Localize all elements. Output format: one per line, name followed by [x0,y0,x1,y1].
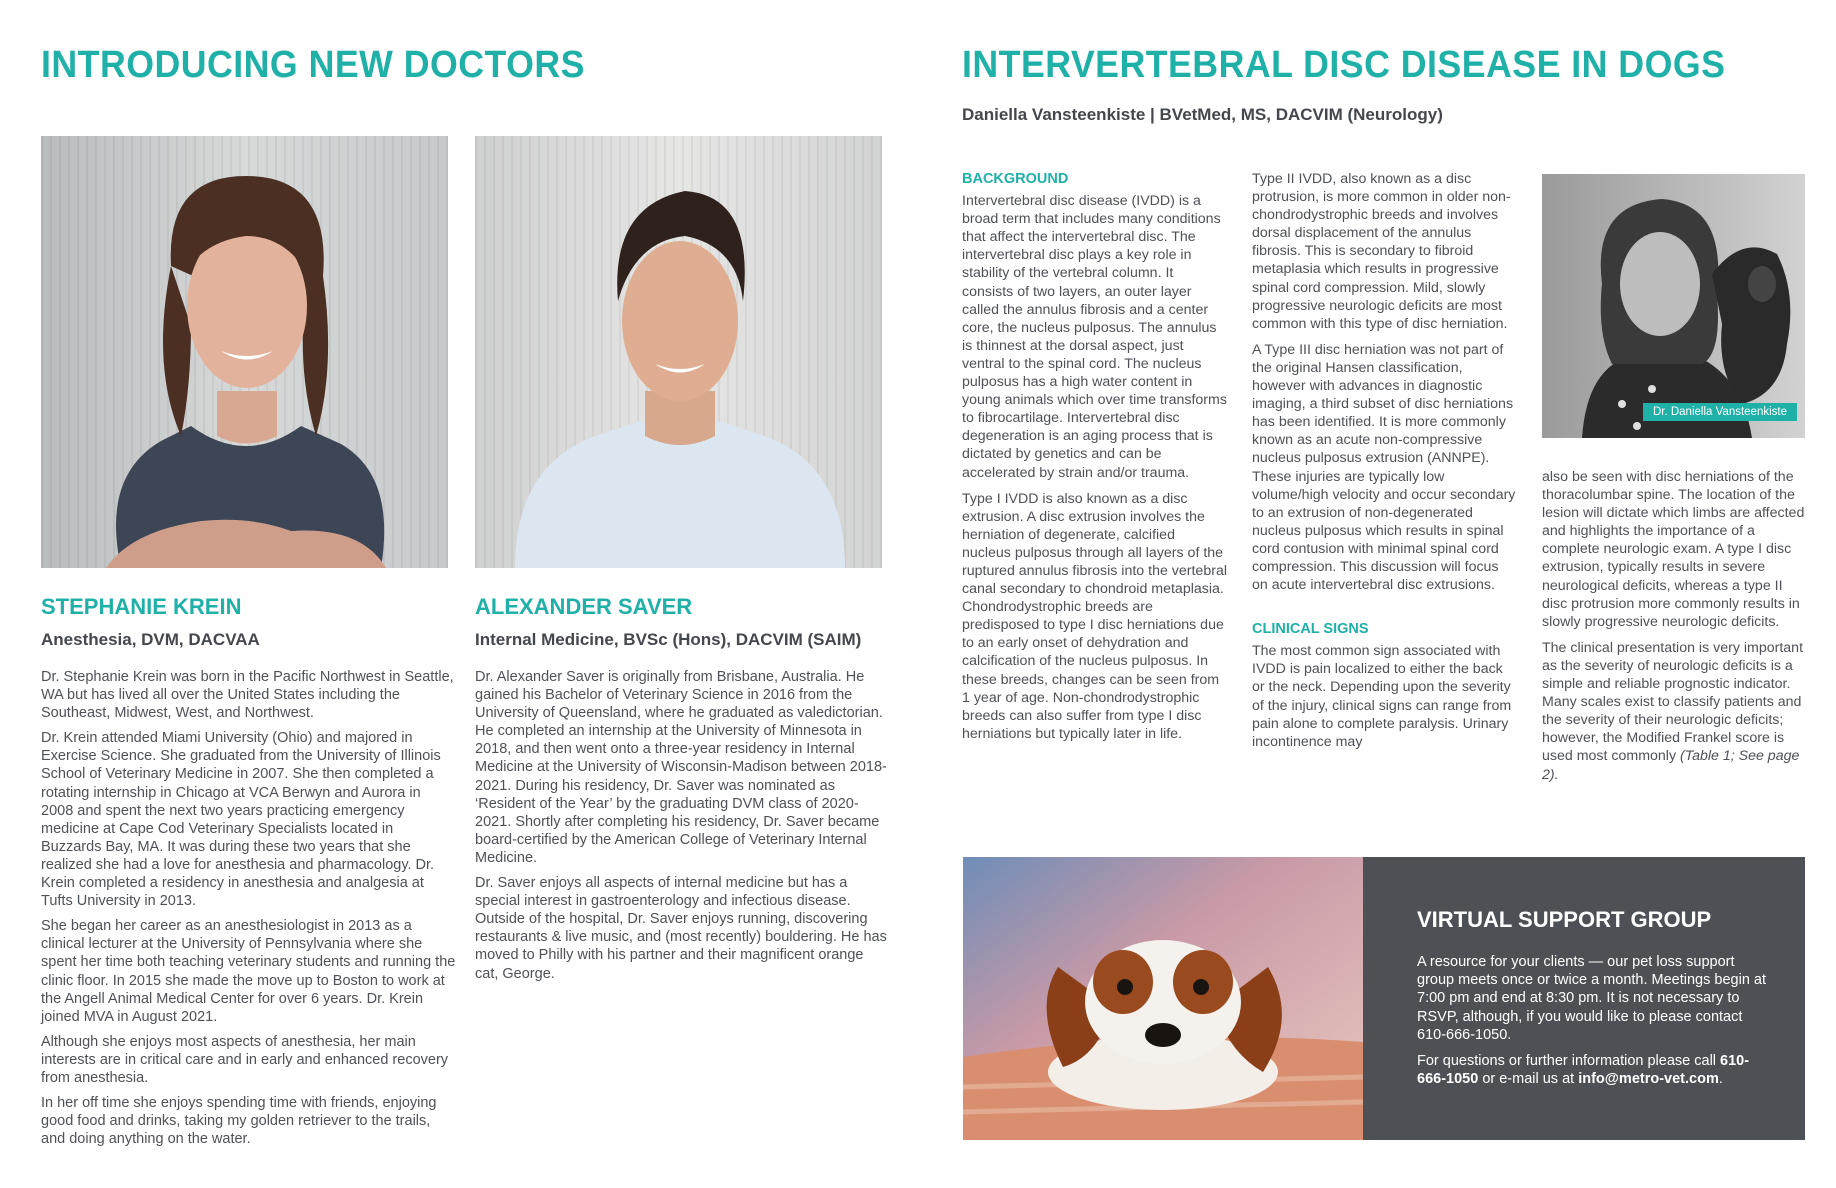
doctor-krein-bio-paragraph: Dr. Stephanie Krein was born in the Pacific Northwest in Seattle, WA but has lived all over the United States including the Southeast, Midwest, West, and Northwest. [41,669,454,722]
doctor-saver-section [475,594,890,990]
support-group-box [1363,857,1805,1140]
left-page-heading: INTRODUCING NEW DOCTORS [41,44,585,86]
author-photo [1542,174,1805,438]
support-group-description: A resource for your clients — our pet loss support group meets once or twice a month. Meetings begin at 7:00 pm and end at 8:30 pm. It is not necessary to RSVP, although, if you would like to please contact 610-666-1050. [1417,954,1766,1043]
article-paragraph: also be seen with disc herniations of the thoracolumbar spine. The location of the lesion will dictate which limbs are affected and highlights the importance of a complete neurologic exam. A type I disc extrusion, typically results in severe neurological deficits, whereas a type II disc protrusion more commonly results in slowly progressive neurologic deficits. [1542,469,1805,630]
background-heading: BACKGROUND [962,171,1069,187]
doctor-krein-bio-paragraph: She began her career as an anesthesiologist in 2013 as a clinical lecturer at the University of Pennsylvania where she spent her time both teaching veterinary students and running the clinic floor. In 2015 she made the move up to Boston to work at the Angell Animal Medical Center for over 6 years. Dr. Krein joined MVA in August 2021. [41,918,456,1025]
stephanie-krein-photo [41,136,448,568]
support-email-link[interactable]: info@metro-vet.com [1578,1071,1719,1088]
doctor-saver-bio-paragraph: Dr. Alexander Saver is originally from Brisbane, Australia. He gained his Bachelor of Veterinary Science in 2016 from the University of Queensland, where he graduated as valedictorian. He completed an internship at the University of Minnesota in 2018, and then went onto a three-year residency in Internal Medicine at the University of Wisconsin-Madison between 2018-2021. During his residency, Dr. Saver was nominated as ‘Resident of the Year’ by the graduating DVM class of 2020-2021. Shortly after completing his residency, Dr. Saver became board-certified by the American College of Veterinary Internal Medicine. [475,669,887,866]
doctor-krein-name: STEPHANIE KREIN [41,594,242,619]
author-photo-caption: Dr. Daniella Vansteenkiste [1643,403,1797,421]
article-paragraph-final [1542,639,1808,784]
right-page-heading-wrap [962,44,1774,87]
article-paragraph: The most common sign associated with IVDD is pain localized to either the back or the neck. Depending upon the severity of the injury, clinical signs can range from pain alone to complete paralysis. Urinary incontinence may [1252,643,1512,750]
article-column-2 [1252,170,1517,759]
doctor-saver-name: ALEXANDER SAVER [475,594,693,619]
support-group-contact [1417,1052,1767,1088]
puppy-photo [963,857,1363,1140]
support-contact-prefix: For questions or further information please call [1417,1053,1717,1070]
article-column-1 [962,170,1227,751]
doctor-krein-section [41,594,456,1155]
article-paragraph-final-text: The clinical presentation is very important as the severity of neurologic deficits is a simple and reliable prognostic indicator. Many scales exist to classify patients and the severity of their neurologic deficits; however, the Modified Frankel score is used most commonly [1542,639,1804,765]
table-reference: (Table 1; See page 2). [1542,748,1800,783]
right-page-heading: INTERVERTEBRAL DISC DISEASE IN DOGS [962,44,1726,86]
doctor-saver-credentials: Internal Medicine, BVSc (Hons), DACVIM (SAIM) [475,630,862,649]
article-paragraph: Type I IVDD is also known as a disc extrusion. A disc extrusion involves the herniation of degenerate, calcified nucleus pulposus through all layers of the ruptured annulus fibrosis into the vertebral canal secondary to chondroid metaplasia. Chondrodystrophic breeds are predisposed to type I disc herniations due to an early onset of dehydration and calcification of the nucleus pulposus. In these breeds, changes can be seen from 1 year of age. Non-chondrodystrophic breeds can also suffer from type I disc herniations but typically later in life. [962,490,1227,742]
doctor-krein-bio-paragraph: Dr. Krein attended Miami University (Ohio) and majored in Exercise Science. She graduated from the University of Illinois School of Veterinary Medicine in 2007. She then completed a rotating internship in Chicago at VCA Berwyn and Aurora in 2008 and spent the next two years practicing emergency medicine at Cape Cod Veterinary Specialists located in Buzzards Bay, MA. It was during these two years that she realized she had a love for anesthesia and pharmacology. Dr. Krein completed a residency in anesthesia and analgesia at Tufts University in 2013. [41,730,441,910]
article-byline: Daniella Vansteenkiste | BVetMed, MS, DACVIM (Neurology) [962,105,1443,124]
article-paragraph: Type II IVDD, also known as a disc protrusion, is more common in older non-chondrodystrophic breeds and involves dorsal displacement of the annulus fibrosis. This is secondary to fibroid metaplasia which results in progressive spinal cord compression. Mild, slowly progressive neurologic deficits are most common with this type of disc herniation. [1252,171,1511,332]
doctor-saver-bio-paragraph: Dr. Saver enjoys all aspects of internal medicine but has a special interest in gastroenterology and infectious disease. Outside of the hospital, Dr. Saver enjoys running, discovering restaurants & live music, and (most recently) bouldering. He has moved to Philly with his partner and their magnificent orange cat, George. [475,875,887,982]
article-column-3 [1542,468,1808,792]
support-contact-end: . [1718,1071,1723,1088]
left-page-heading-wrap [41,44,620,87]
doctor-krein-bio-paragraph: Although she enjoys most aspects of anesthesia, her main interests are in critical care and in early and enhanced recovery from anesthesia. [41,1033,449,1086]
support-group-content [1417,907,1767,1096]
support-contact-mid: or e-mail us at [1482,1071,1575,1088]
article-paragraph: A Type III disc herniation was not part of the original Hansen classification, however with advances in diagnostic imaging, a third subset of disc herniations has been identified. It is more commonly known as an acute non-compressive nucleus pulposus extrusion (ANNPE). These injuries are typically low volume/high velocity and occur secondary to an extrusion of non-degenerated nucleus pulposus which results in spinal cord contusion with minimal spinal cord compression. This discussion will focus on acute intervertebral disc extrusions. [1252,341,1516,594]
support-group-title: VIRTUAL SUPPORT GROUP [1417,907,1712,932]
doctor-krein-bio-paragraph: In her off time she enjoys spending time with friends, enjoying good food and drinks, taking my golden retriever to the trails, and doing anything on the water. [41,1095,437,1148]
alexander-saver-photo [475,136,882,568]
article-paragraph: Intervertebral disc disease (IVDD) is a broad term that includes many conditions that affect the intervertebral disc. The intervertebral disc plays a key role in stability of the vertebral column. It consists of two layers, an outer layer called the annulus fibrosis and a center core, the nucleus pulposus. The annulus is thinnest at the dorsal aspect, just ventral to the spinal cord. The nucleus pulposus has a high water content in young animals which over time transforms to fibrocartilage. Intervertebral disc degeneration is an aging process that is dictated by genetics and can be accelerated by strain and/or trauma. [962,193,1227,481]
support-phone-link[interactable]: 610-666-1050 [1417,1053,1750,1088]
doctor-krein-credentials: Anesthesia, DVM, DACVAA [41,630,260,649]
clinical-signs-heading: CLINICAL SIGNS [1252,621,1369,638]
